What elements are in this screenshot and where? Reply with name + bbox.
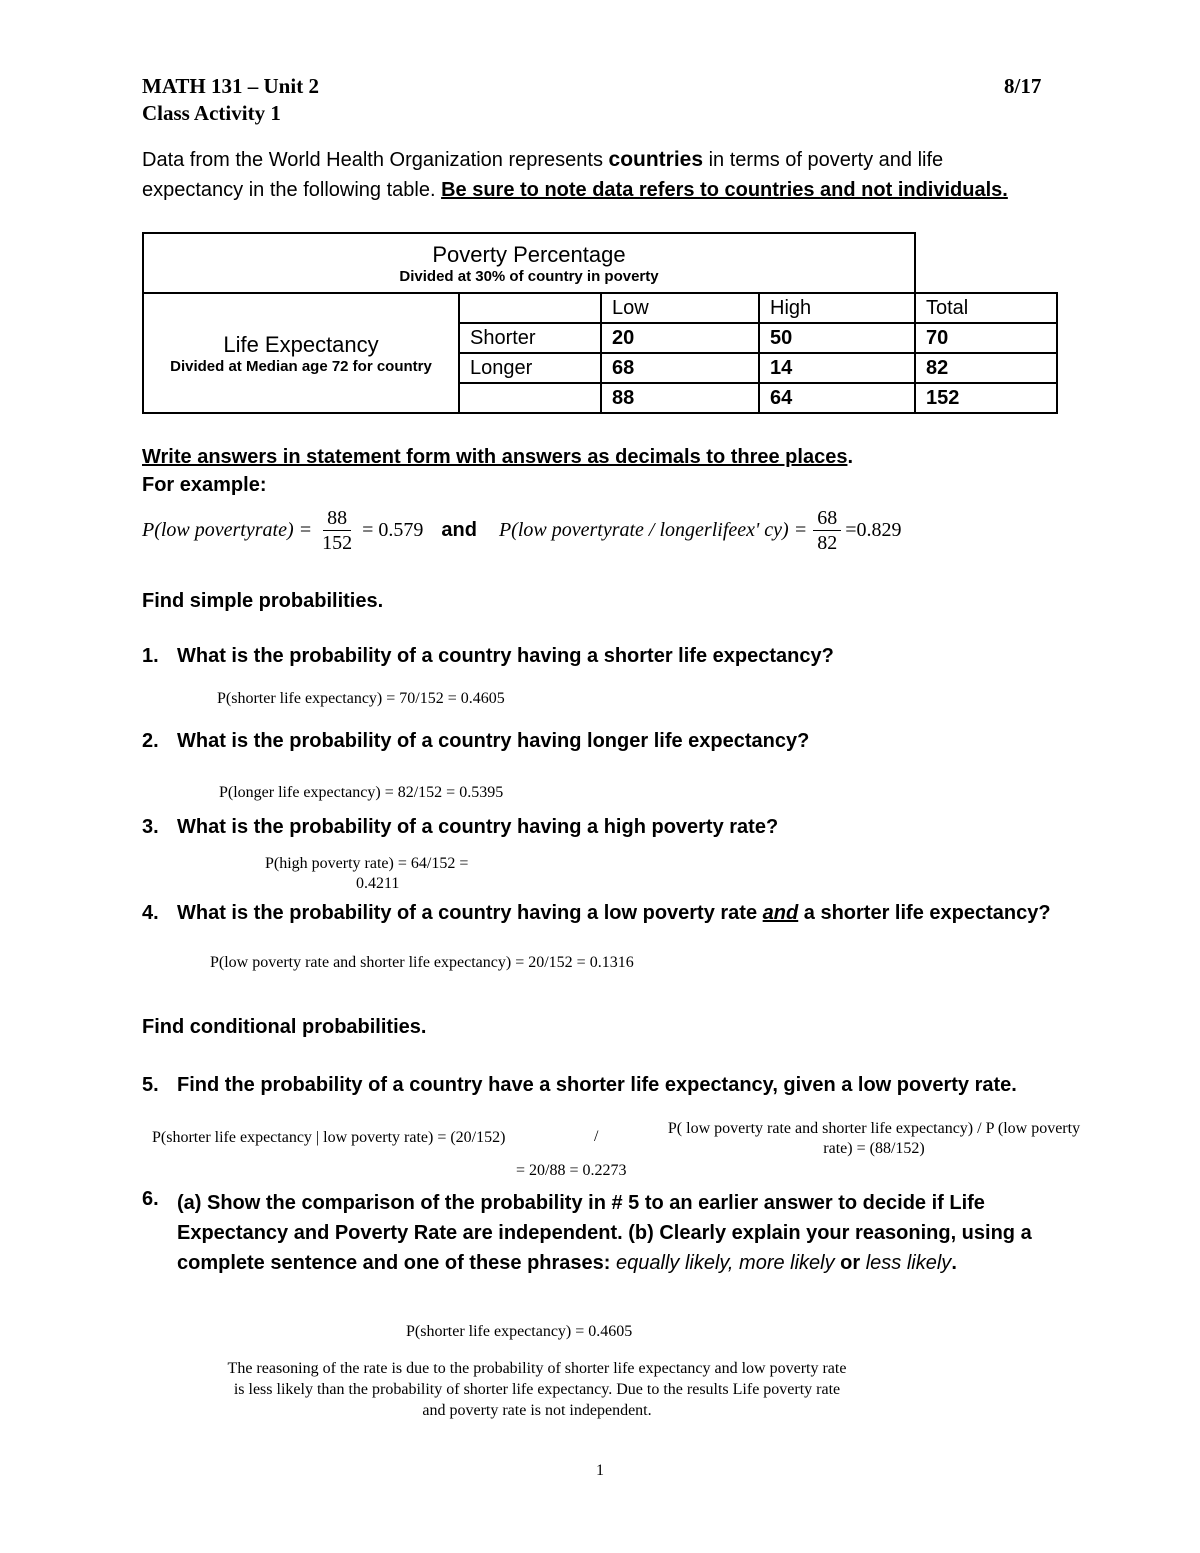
question-5-number: 5. [142, 1074, 159, 1096]
phrase-equally-more: equally likely, more likely [616, 1252, 835, 1274]
answer-1: P(shorter life expectancy) = 70/152 = 0.4605 [217, 690, 505, 707]
col-title: Poverty Percentage [432, 241, 626, 267]
for-example: For example: [142, 474, 267, 496]
cell: 152 [915, 383, 1057, 413]
answer-3-line-2: 0.4211 [356, 875, 400, 892]
question-2-number: 2. [142, 730, 159, 752]
example-formula [142, 502, 901, 558]
answer-5-right-line-2: rate) = (88/152) [823, 1140, 925, 1157]
section-simple-title: Find simple probabilities. [142, 590, 384, 612]
row-header [143, 293, 459, 413]
row-title: Life Expectancy [223, 331, 379, 357]
intro-bold-word: countries [608, 148, 704, 171]
question-5-text: Find the probability of a country have a shorter life expectancy, given a low poverty rate. [177, 1074, 1017, 1096]
answer-5-slash: / [594, 1128, 599, 1145]
column-header [143, 233, 915, 293]
question-4-number: 4. [142, 902, 159, 924]
question-6-line-3-text: complete sentence and one of these phrases: [177, 1252, 617, 1274]
col-subtitle: Divided at 30% of country in poverty [399, 267, 659, 285]
fraction-denominator: 82 [817, 531, 838, 554]
question-6-line-2: Expectancy and Poverty Rate are independent. (b) Clearly explain your reasoning, using a [177, 1222, 1032, 1244]
question-1-text: What is the probability of a country having a shorter life expectancy? [177, 645, 834, 667]
intro-line-2 [142, 175, 1008, 205]
phrase-less-likely: less likely [865, 1252, 952, 1274]
question-6-number: 6. [142, 1188, 159, 1210]
instructions-text: Write answers in statement form with answers as decimals to three places [142, 446, 848, 468]
cell: 68 [601, 353, 759, 383]
col-header-total: Total [915, 293, 1057, 323]
cell: 70 [915, 323, 1057, 353]
cell: 88 [601, 383, 759, 413]
answer-5-right [636, 1119, 1112, 1159]
answer-5-right-line-1: P( low poverty rate and shorter life expectancy) / P (low poverty [667, 1120, 1081, 1137]
col-header-high: High [759, 293, 915, 323]
intro-text: Data from the World Health Organization represents [142, 149, 609, 171]
question-4-text [177, 902, 1051, 925]
question-4-and: and [762, 902, 799, 924]
cell: 82 [915, 353, 1057, 383]
example-result-1: = 0.579 [362, 518, 424, 541]
row-label-shorter: Shorter [459, 323, 601, 353]
corner-cell [459, 293, 601, 323]
answer-5-left: P(shorter life expectancy | low poverty rate) = (20/152) [152, 1129, 506, 1146]
question-6-text [177, 1188, 1032, 1278]
contingency-table [142, 232, 1058, 414]
example-result-2: =0.829 [845, 518, 902, 541]
row-label-longer: Longer [459, 353, 601, 383]
question-6-or: or [834, 1252, 866, 1274]
cell: 50 [759, 323, 915, 353]
question-2-text: What is the probability of a country having longer life expectancy? [177, 730, 810, 752]
question-3-text: What is the probability of a country having a high poverty rate? [177, 816, 779, 838]
question-1-number: 1. [142, 645, 159, 667]
intro-text-2: in terms of poverty and life [703, 149, 944, 171]
row-label-total [459, 383, 601, 413]
fraction-denominator: 152 [322, 531, 353, 554]
cell: 20 [601, 323, 759, 353]
example-fraction-2 [813, 506, 841, 555]
instructions-period: . [847, 446, 854, 468]
instructions-line [142, 442, 853, 472]
cell: 64 [759, 383, 915, 413]
activity-title: Class Activity 1 [142, 101, 281, 125]
date: 8/17 [1004, 74, 1042, 98]
question-4-part-a: What is the probability of a country having a low poverty rate [177, 902, 763, 924]
answer-4: P(low poverty rate and shorter life expectancy) = 20/152 = 0.1316 [210, 954, 634, 971]
fraction-numerator: 88 [323, 506, 351, 531]
reasoning-line-2: is less likely than the probability of shorter life expectancy. Due to the results Life poverty rate [233, 1381, 841, 1398]
reasoning-line-1: The reasoning of the rate is due to the probability of shorter life expectancy and low poverty rate [227, 1360, 847, 1377]
answer-5-result: = 20/88 = 0.2273 [516, 1162, 627, 1179]
example-and: and [441, 518, 477, 541]
intro-line-1 [142, 145, 943, 175]
row-subtitle: Divided at Median age 72 for country [170, 357, 432, 375]
fraction-numerator: 68 [813, 506, 841, 531]
example-lhs-1: P(low povertyrate) = [142, 518, 313, 541]
question-6-line-3 [177, 1248, 1032, 1278]
intro-line2-text: expectancy in the following table. [142, 179, 442, 201]
section-conditional-title: Find conditional probabilities. [142, 1016, 427, 1038]
question-3-number: 3. [142, 816, 159, 838]
example-lhs-2: P(low povertyrate / longerlifeex' cy) = [498, 518, 808, 541]
answer-6-line: P(shorter life expectancy) = 0.4605 [406, 1323, 633, 1340]
question-6-period: . [951, 1252, 957, 1274]
answer-2: P(longer life expectancy) = 82/152 = 0.5395 [219, 784, 504, 801]
answer-6-reasoning [137, 1358, 937, 1421]
reasoning-line-3: and poverty rate is not independent. [422, 1402, 652, 1419]
course-title: MATH 131 – Unit 2 [142, 74, 319, 98]
cell: 14 [759, 353, 915, 383]
answer-3-line-1: P(high poverty rate) = 64/152 = [265, 855, 469, 872]
question-4-part-b: a shorter life expectancy? [798, 902, 1051, 924]
page-number: 1 [596, 1462, 604, 1479]
col-header-low: Low [601, 293, 759, 323]
example-fraction-1 [318, 506, 356, 555]
intro-emphasis: Be sure to note data refers to countries and not individuals. [441, 179, 1008, 201]
question-6-line-1: (a) Show the comparison of the probability in # 5 to an earlier answer to decide if Life [177, 1192, 985, 1214]
